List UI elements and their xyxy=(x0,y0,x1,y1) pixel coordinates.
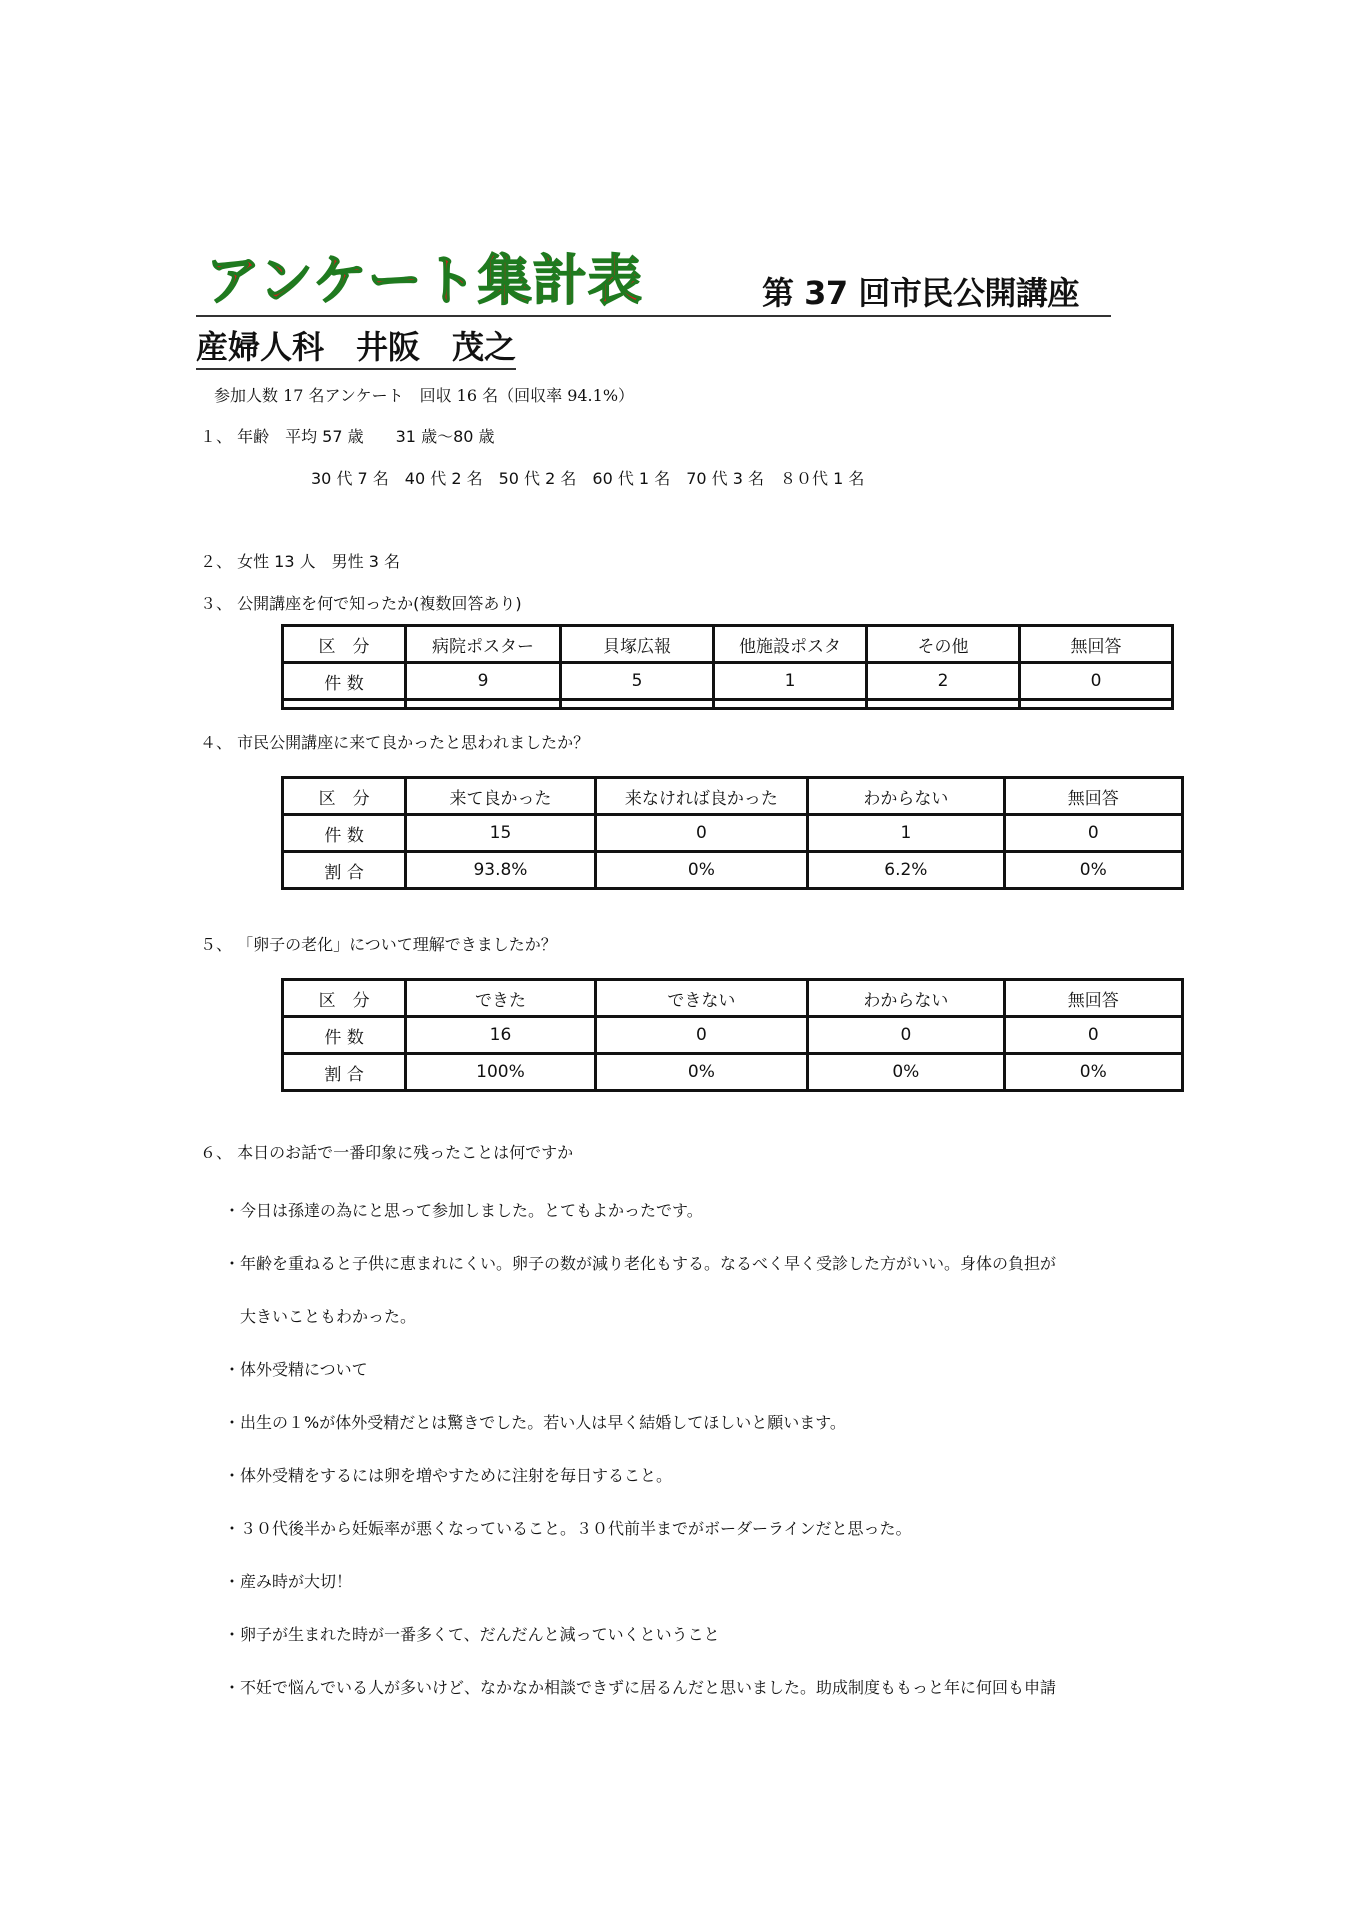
table-row xyxy=(283,663,1173,700)
comment-item: ・体外受精をするには卵を増やすために注射を毎日すること。 xyxy=(224,1466,673,1485)
table-row xyxy=(283,815,1183,852)
table-cell: 100% xyxy=(406,1054,595,1091)
table-cell: 0 xyxy=(1004,1017,1182,1054)
table-cell: 0% xyxy=(595,1054,807,1091)
table-cell: 区 分 xyxy=(283,626,406,663)
q3-label: ３、 公開講座を何で知ったか(複数回答あり) xyxy=(200,594,522,613)
table-cell: その他 xyxy=(867,626,1020,663)
table-empty-row xyxy=(283,700,1173,709)
q5-table xyxy=(281,978,1184,1092)
table-cell: 5 xyxy=(561,663,714,700)
comment-item: ・卵子が生まれた時が一番多くて、だんだんと減っていくということ xyxy=(224,1625,720,1644)
participants-summary: 参加人数 17 名アンケート 回収 16 名（回収率 94.1%） xyxy=(214,386,635,405)
table-row xyxy=(283,1017,1183,1054)
q5-label: ５、 「卵子の老化」について理解できましたか？ xyxy=(200,935,557,954)
comment-item: ・産み時が大切！ xyxy=(224,1572,353,1591)
table-cell: 無回答 xyxy=(1020,626,1173,663)
table-cell: 0 xyxy=(808,1017,1004,1054)
comment-item: 大きいこともわかった。 xyxy=(224,1307,417,1326)
table-cell: 2 xyxy=(867,663,1020,700)
table-cell: 1 xyxy=(714,663,867,700)
table-cell: 件 数 xyxy=(283,1017,406,1054)
comment-item: ・不妊で悩んでいる人が多いけど、なかなか相談できずに居るんだと思いました。助成制度ももっと年に何回も申請 xyxy=(224,1678,1057,1697)
table-cell: 16 xyxy=(406,1017,595,1054)
table-cell: できた xyxy=(406,980,595,1017)
table-cell: 無回答 xyxy=(1004,778,1182,815)
page-title: アンケート集計表 xyxy=(206,249,643,312)
table-header-row xyxy=(283,980,1183,1017)
q4-label: ４、 市民公開講座に来て良かったと思われましたか？ xyxy=(200,733,590,752)
title-underline xyxy=(196,315,1111,317)
table-cell: 15 xyxy=(406,815,595,852)
table-cell: 来なければ良かった xyxy=(595,778,807,815)
comment-item: ・体外受精について xyxy=(224,1360,368,1379)
table-cell: 93.8% xyxy=(406,852,595,889)
table-cell: 1 xyxy=(808,815,1004,852)
title-row xyxy=(196,250,1111,318)
table-cell: わからない xyxy=(808,980,1004,1017)
lecturer-name: 産婦人科 井阪 茂之 xyxy=(196,328,516,370)
q1-age-breakdown: 30 代 7 名 40 代 2 名 50 代 2 名 60 代 1 名 70 代 3 名 ８０代 1 名 xyxy=(311,469,865,488)
table-header-row xyxy=(283,626,1173,663)
table-cell: 他施設ポスタ xyxy=(714,626,867,663)
table-row xyxy=(283,1054,1183,1091)
comment-item: ・出生の１%が体外受精だとは驚きでした。若い人は早く結婚してほしいと願います。 xyxy=(224,1413,846,1432)
table-cell: 区 分 xyxy=(283,778,406,815)
table-cell: 割 合 xyxy=(283,1054,406,1091)
table-cell: 0 xyxy=(1020,663,1173,700)
table-cell: 0 xyxy=(595,1017,807,1054)
q6-label: ６、 本日のお話で一番印象に残ったことは何ですか xyxy=(200,1143,574,1162)
table-cell: 0% xyxy=(808,1054,1004,1091)
table-row xyxy=(283,852,1183,889)
table-cell: 0% xyxy=(1004,852,1182,889)
q1-label: １、 年齢 平均 57 歳 31 歳～80 歳 xyxy=(200,427,495,446)
table-cell: 件 数 xyxy=(283,815,406,852)
table-cell: 6.2% xyxy=(808,852,1004,889)
table-cell: できない xyxy=(595,980,807,1017)
comment-item: ・今日は孫達の為にと思って参加しました。とてもよかったです。 xyxy=(224,1201,703,1220)
q3-table xyxy=(281,624,1174,710)
table-cell: 病院ポスター xyxy=(406,626,561,663)
table-cell: わからない xyxy=(808,778,1004,815)
table-header-row xyxy=(283,778,1183,815)
event-subtitle: 第 37 回市民公開講座 xyxy=(762,274,1079,312)
table-cell: 0 xyxy=(1004,815,1182,852)
table-cell: 貝塚広報 xyxy=(561,626,714,663)
table-cell: 無回答 xyxy=(1004,980,1182,1017)
table-cell: 0% xyxy=(1004,1054,1182,1091)
q2-label: ２、 女性 13 人 男性 3 名 xyxy=(200,552,400,571)
table-cell: 0 xyxy=(595,815,807,852)
comment-item: ・年齢を重ねると子供に恵まれにくい。卵子の数が減り老化もする。なるべく早く受診した方がいい。身体の負担が xyxy=(224,1254,1057,1273)
table-cell: 区 分 xyxy=(283,980,406,1017)
q4-table xyxy=(281,776,1184,890)
comment-item: ・３０代後半から妊娠率が悪くなっていること。３０代前半までがボーダーラインだと思った。 xyxy=(224,1519,912,1538)
table-cell: 割 合 xyxy=(283,852,406,889)
table-cell: 0% xyxy=(595,852,807,889)
table-cell: 来て良かった xyxy=(406,778,595,815)
table-cell: 件 数 xyxy=(283,663,406,700)
table-cell: 9 xyxy=(406,663,561,700)
